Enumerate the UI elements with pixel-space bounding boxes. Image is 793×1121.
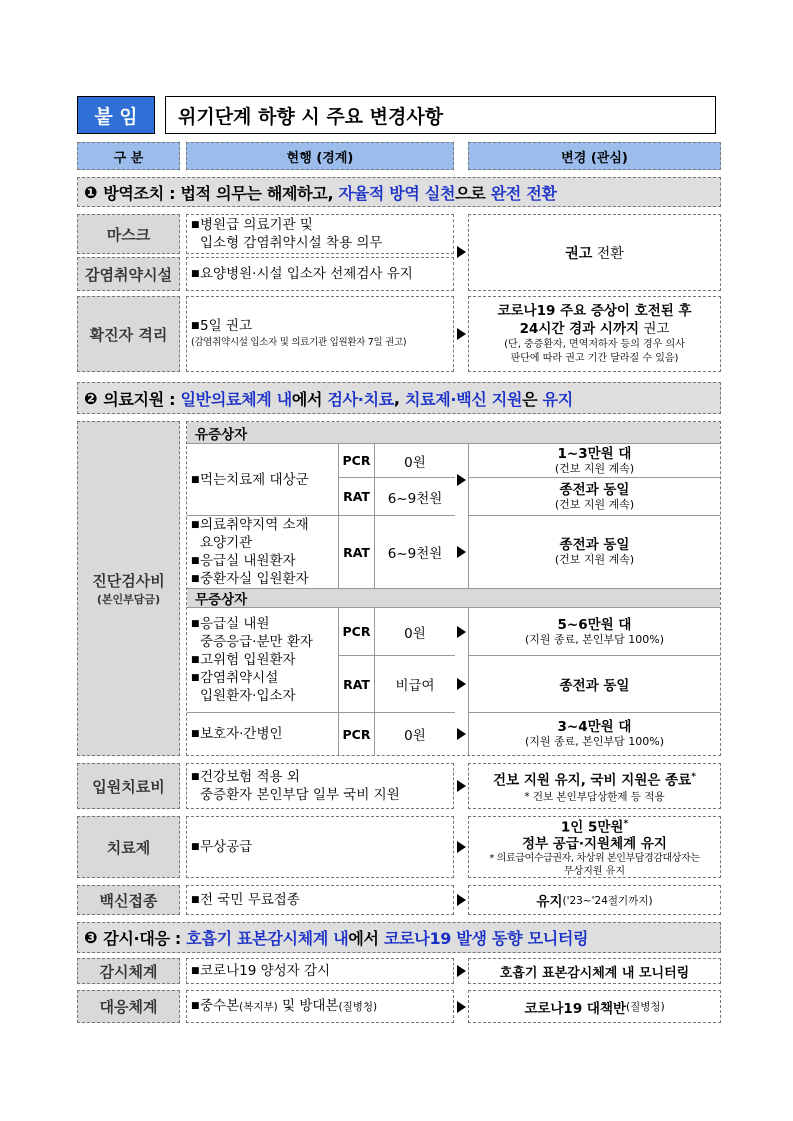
treatment-current: [186, 816, 454, 878]
r5-method-text: RAT: [343, 676, 370, 692]
section-2-mid-2: ,: [393, 388, 405, 408]
hospital-change-text: 건보 지원 유지, 국비 지원은 종료: [493, 772, 692, 789]
bullet-icon: ■: [191, 574, 200, 584]
r5-method: [339, 656, 375, 713]
r1-method-text: PCR: [342, 453, 371, 468]
vaccine-label-text: 백신접종: [99, 891, 158, 910]
vulnerable-item: 요양병원·시설 입소자 선제검사 유지: [200, 266, 413, 282]
section-1-header: [77, 177, 721, 207]
arrow-icon: [457, 328, 466, 340]
isolation-label-text: 확진자 격리: [89, 325, 168, 344]
col-header-change-text: 변경 (관심): [561, 150, 628, 166]
surveillance-change: [468, 958, 721, 984]
section-2-mid-3: 은: [522, 389, 543, 409]
r4-method: [339, 608, 375, 656]
asymptomatic-text: 무증상자: [195, 592, 248, 608]
er-cell: [187, 608, 339, 713]
r3-change-note: (건보 지원 계속): [554, 553, 635, 566]
r3-method: [339, 516, 375, 588]
r4-change-text: 5~6만원 대: [557, 616, 632, 633]
header-badge-text: 붙 임: [94, 105, 138, 128]
r6-change-note: (지원 종료, 본인부담 100%): [524, 735, 665, 748]
hospital-change-note: * 건보 본인부담상한제 등 적용: [524, 790, 665, 803]
arrow-icon: [457, 474, 466, 486]
section-2-highlight-1: 일반의료체계 내: [180, 389, 292, 409]
response-change: [468, 990, 721, 1023]
r1-change-note: (건보 지원 계속): [554, 461, 635, 475]
isolation-change-line1: 코로나19 주요 증상이 호전된 후: [497, 303, 692, 319]
mask-change-rest: 전환: [592, 245, 624, 262]
r2-cost: [375, 478, 455, 516]
bullet-icon: ■: [191, 269, 200, 279]
r6-cost-text: 0원: [404, 728, 426, 744]
r2-change-note: (건보 지원 계속): [554, 497, 635, 511]
section-2-header: [77, 382, 721, 414]
hospital-label-text: 입원치료비: [92, 777, 165, 796]
section-3-pre: 감시·대응 :: [103, 929, 187, 948]
surveillance-item: 코로나19 양성자 감시: [200, 963, 331, 979]
r2-method-text: RAT: [343, 489, 370, 504]
section-3-highlight-1: 호흡기 표본감시체계 내: [186, 929, 349, 948]
r5-change-text: 종전과 동일: [559, 678, 630, 694]
treatment-change-1: 1인 5만원: [560, 819, 624, 836]
r4-change-note: (지원 종료, 본인부담 100%): [524, 632, 665, 646]
bullet-icon: ■: [191, 520, 200, 530]
r2-change-text: 종전과 동일: [559, 481, 630, 498]
col-header-change: [468, 142, 721, 170]
treatment-change-mark: *: [623, 819, 629, 830]
treatment-change-2: 정부 공급·지원체계 유지: [522, 835, 667, 852]
section-2-mid-1: 에서: [291, 389, 328, 409]
response-change-note: (질병청): [626, 1001, 665, 1013]
mask-label: [77, 214, 180, 254]
response-item-a: 중수본: [200, 998, 240, 1014]
hospital-change: [468, 763, 721, 809]
bullet-icon: ■: [191, 729, 200, 739]
r3-cost: [375, 516, 455, 588]
r1-cost-text: 0원: [404, 454, 426, 471]
r3-method-text: RAT: [343, 544, 370, 560]
col-header-category: [77, 142, 180, 170]
vul-b-text: 요양기관: [200, 535, 253, 551]
isolation-change-note2: 판단에 따라 권고 기간 달라질 수 있음): [510, 353, 679, 364]
bullet-icon: ■: [191, 220, 200, 230]
section-1-pre: 방역조치 : 법적 의무는 해제하고,: [103, 183, 339, 203]
vaccine-change-note: ('23~'24절기까지): [562, 894, 653, 907]
section-1-num: ❶: [84, 182, 98, 202]
symptomatic-text: 유증상자: [195, 426, 248, 443]
mask-label-text: 마스크: [106, 225, 151, 244]
response-change-text: 코로나19 대책반: [524, 1000, 627, 1017]
vul-d-text: 중환자실 입원환자: [200, 571, 309, 587]
section-2-highlight-4: 유지: [542, 389, 573, 409]
r5-change: [468, 656, 720, 713]
bullet-icon: ■: [191, 474, 200, 485]
r4-cost-text: 0원: [404, 625, 426, 642]
section-3-header: [77, 922, 721, 953]
isolation-change-line2-bold: 24시간 경과 시까지: [519, 321, 640, 337]
treatment-change: [468, 816, 721, 878]
vaccine-label: [77, 885, 180, 915]
treatment-label-text: 치료제: [106, 838, 151, 857]
hr-text: 고위험 입원환자: [200, 652, 296, 668]
r3-change-text: 종전과 동일: [559, 537, 630, 553]
arrow-icon: [457, 965, 466, 977]
r3-change: [468, 516, 720, 588]
arrow-icon: [457, 626, 466, 638]
arrow-icon: [457, 546, 466, 558]
r3-cost-text: 6~9천원: [387, 546, 443, 562]
section-1-highlight-2: 완전 전환: [490, 183, 557, 203]
isolation-change-note1: (단, 중증환자, 면역저하자 등의 경우 의사: [504, 339, 685, 350]
bullet-icon: ■: [191, 842, 200, 852]
arrow-icon: [457, 841, 466, 853]
arrow-icon: [457, 246, 466, 258]
section-3-mid: 에서: [348, 929, 384, 948]
r6-change-text: 3~4만원 대: [557, 719, 632, 735]
bullet-icon: ■: [191, 321, 200, 331]
r1-method: [339, 444, 375, 478]
er-b-text: 중증응급·분만 환자: [200, 634, 313, 650]
col-header-current-text: 현행 (경계): [286, 150, 354, 166]
r5-cost-text: 비급여: [395, 678, 435, 694]
r2-method: [339, 478, 375, 516]
vulnerable-current: [186, 257, 454, 291]
vulnerable-label: [77, 257, 180, 291]
treatment-change-note2: 무상지원 유지: [563, 865, 626, 877]
r5-cost: [375, 656, 455, 713]
hospital-change-mark: *: [691, 772, 696, 783]
vaccine-change-text: 유지: [536, 894, 563, 910]
response-item-mid: 및: [277, 998, 300, 1014]
bullet-icon: ■: [191, 619, 200, 629]
r2-change: [468, 478, 720, 516]
vul-c-text: 응급실 내원환자: [200, 553, 296, 569]
r6-method: [339, 713, 375, 755]
vulnerable-label-text: 감염취약시설: [85, 265, 172, 284]
surveillance-label-text: 감시체계: [99, 962, 158, 981]
arrow-icon: [457, 894, 466, 906]
isolation-item: 5일 권고: [200, 318, 253, 334]
r1-cost: [375, 444, 455, 478]
surveillance-label: [77, 958, 180, 984]
r1-change-text: 1~3만원 대: [557, 445, 632, 462]
surveillance-change-text: 호흡기 표본감시체계 내 모니터링: [499, 965, 690, 981]
guardian-text: 보호자·간병인: [200, 726, 283, 742]
header-badge: [77, 96, 155, 134]
diagnostic-label: [77, 421, 180, 756]
section-1-highlight-1: 자율적 방역 실천: [338, 183, 456, 203]
r2-cost-text: 6~9천원: [387, 490, 443, 507]
treatment-label: [77, 816, 180, 878]
hospital-current: [186, 763, 454, 809]
fac-b-text: 입원환자·입소자: [200, 688, 296, 704]
vaccine-current: [186, 885, 454, 915]
isolation-change-line2-rest: 권고: [639, 321, 670, 337]
page-title-text: 위기단계 하향 시 주요 변경사항: [178, 105, 444, 128]
isolation-change: [468, 296, 721, 372]
bullet-icon: ■: [191, 556, 200, 566]
r4-cost: [375, 608, 455, 656]
surveillance-current: [186, 958, 454, 984]
isolation-note: (감염취약시설 입소자 및 의료기관 입원환자 7일 권고): [191, 337, 407, 348]
bullet-icon: ■: [191, 1001, 200, 1011]
response-item-b-note: (질병청): [338, 1001, 378, 1013]
symptomatic-header: [187, 422, 720, 444]
page-title: [165, 96, 716, 134]
vaccine-change: [468, 885, 721, 915]
hospital-item-a: 건강보험 적용 외: [200, 769, 300, 785]
r4-change: [468, 608, 720, 656]
pill-target-text: 먹는치료제 대상군: [200, 471, 309, 488]
arrow-icon: [457, 780, 466, 792]
bullet-icon: ■: [191, 655, 200, 665]
vul-a-text: 의료취약지역 소재: [200, 517, 309, 533]
response-item-a-note: (복지부): [239, 1001, 278, 1013]
fac-a-text: 감염취약시설: [200, 670, 279, 686]
vaccine-item: 전 국민 무료접종: [200, 892, 300, 908]
mask-change: [468, 214, 721, 291]
section-2-highlight-2: 검사·치료: [327, 389, 394, 409]
r1-change: [468, 444, 720, 478]
bullet-icon: ■: [191, 673, 200, 683]
section-3-num: ❸: [84, 928, 98, 947]
mask-change-bold: 권고: [565, 245, 593, 262]
response-label-text: 대응체계: [99, 998, 158, 1016]
hospital-label: [77, 763, 180, 809]
er-a-text: 응급실 내원: [200, 616, 270, 632]
isolation-current: [186, 296, 454, 372]
hospital-item-b: 중증환자 본인부담 일부 국비 지원: [200, 787, 400, 803]
col-header-category-text: 구 분: [113, 150, 144, 166]
mask-current: [186, 214, 454, 254]
mask-item-b: 입소형 감염취약시설 착용 의무: [200, 235, 383, 251]
section-3-highlight-2: 코로나19 발생 동향 모니터링: [384, 929, 589, 948]
mask-item-a: 병원급 의료기관 및: [200, 217, 313, 233]
arrow-icon: [457, 728, 466, 740]
r6-method-text: PCR: [342, 726, 371, 742]
response-item-b: 방대본: [299, 998, 339, 1014]
response-label: [77, 990, 180, 1023]
diagnostic-label-text: 진단검사비: [92, 572, 165, 590]
treatment-change-note1: * 의료급여수급권자, 차상위 본인부담경감대상자는: [489, 852, 700, 864]
bullet-icon: ■: [191, 966, 200, 976]
arrow-icon: [457, 1001, 466, 1013]
response-current: [186, 990, 454, 1023]
r6-change: [468, 713, 720, 755]
asymptomatic-header: [187, 588, 720, 608]
r4-method-text: PCR: [342, 624, 371, 639]
treatment-item: 무상공급: [200, 839, 253, 855]
guardian-cell: [187, 713, 339, 755]
section-2-highlight-3: 치료제·백신 지원: [404, 389, 523, 409]
section-2-pre: 의료지원 :: [103, 389, 181, 409]
isolation-label: [77, 296, 180, 372]
bullet-icon: ■: [191, 895, 200, 905]
arrow-icon: [457, 678, 466, 690]
bullet-icon: ■: [191, 772, 200, 782]
pill-target-cell: [187, 444, 339, 516]
diagnostic-sublabel: (본인부담금): [96, 593, 161, 606]
vulnerable-area-cell: [187, 516, 339, 588]
section-1-mid: 으로: [455, 183, 491, 203]
section-2-num: ❷: [84, 388, 98, 408]
r6-cost: [375, 713, 455, 755]
col-header-current: [186, 142, 454, 170]
